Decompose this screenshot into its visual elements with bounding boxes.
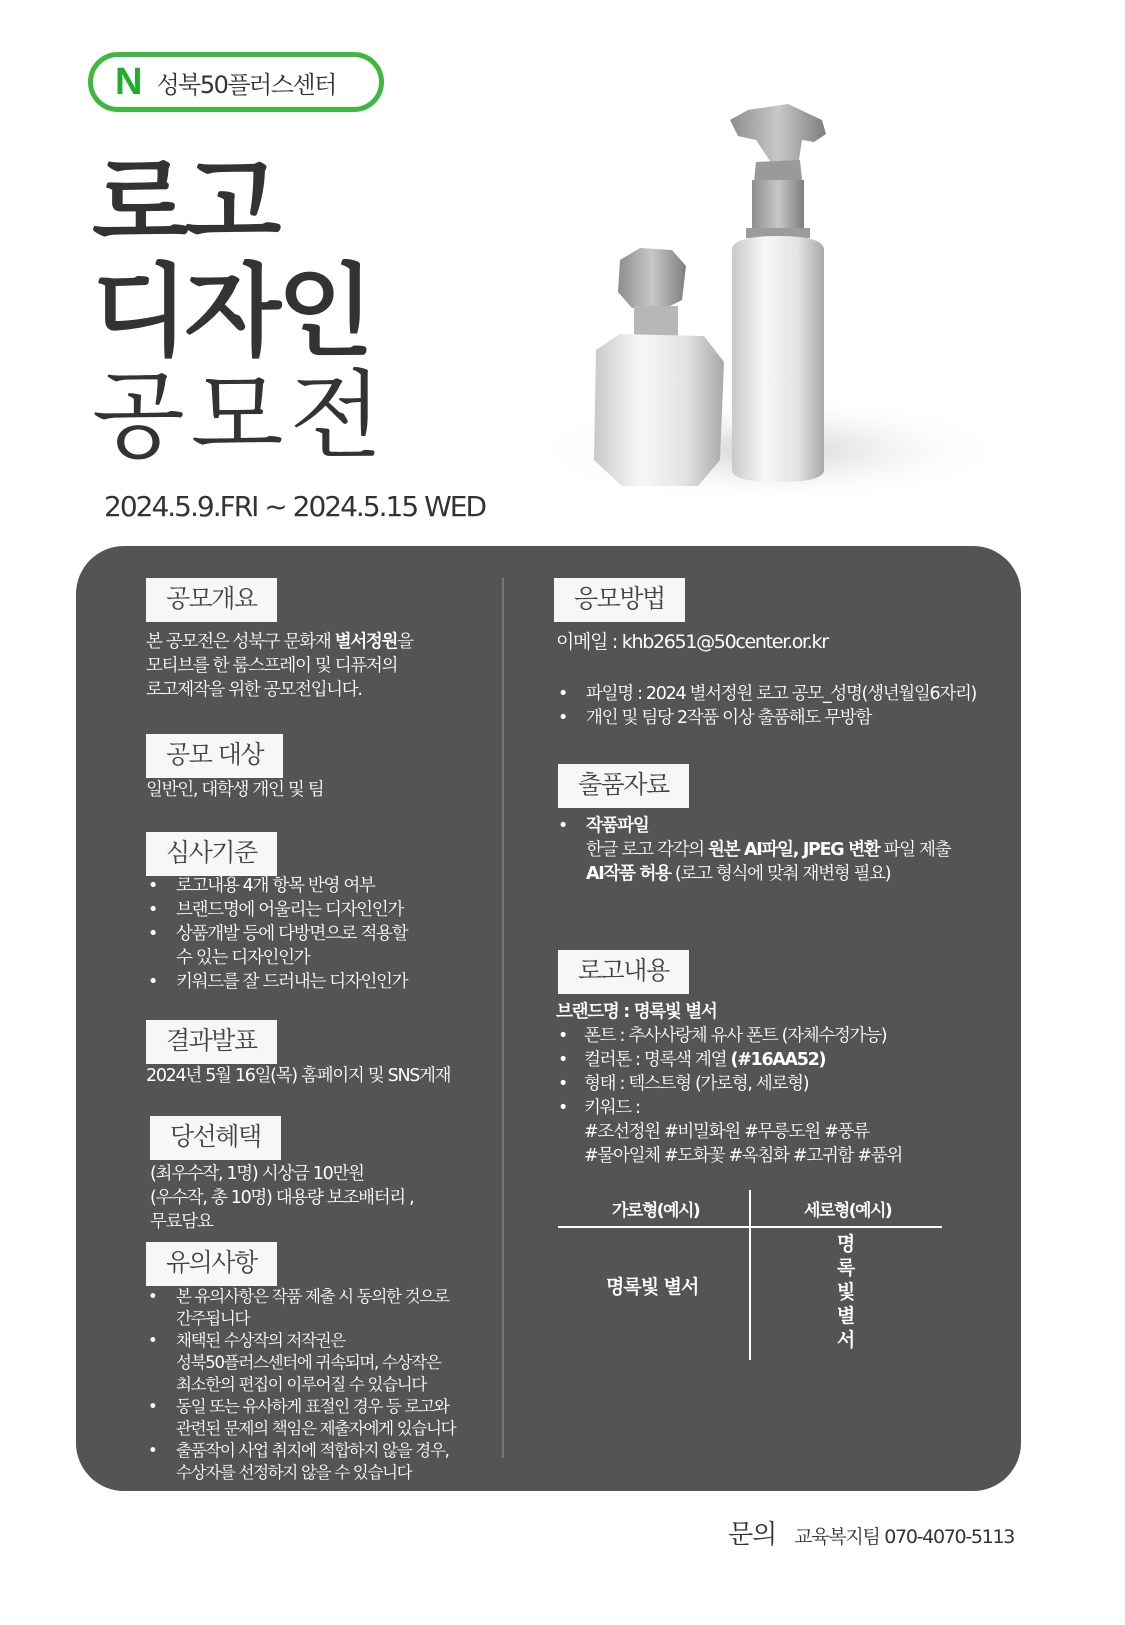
list-item: • 파일명 : 2024 별서정원 로고 공모_성명(생년월일6자리) (556, 682, 976, 706)
content-label: 로고내용 (558, 950, 689, 994)
vertical-logo-sample: 명록빛별서 (836, 1233, 856, 1351)
spray-bottle-illustration (520, 100, 1020, 530)
results-label: 결과발표 (146, 1020, 277, 1064)
materials-line3-a: AI작품 허용 (586, 864, 671, 884)
overview-line3: 로고제작을 위한 공모전입니다. (146, 680, 362, 700)
method-label: 응모방법 (554, 578, 685, 622)
list-item (146, 1286, 455, 1330)
list-item: • 폰트 : 추사사랑체 유사 폰트 (자체수정가능) (556, 1024, 902, 1048)
target-label: 공모 대상 (146, 734, 283, 778)
materials-list (556, 814, 950, 886)
panel-divider (502, 578, 504, 1458)
prize-label: 당선혜택 (150, 1116, 281, 1160)
list-item (556, 1048, 902, 1072)
criteria-label: 심사기준 (146, 832, 277, 876)
note-line: 본 유의사항은 작품 제출 시 동의한 것으로 (176, 1287, 449, 1306)
keyword-label: 키워드 : (584, 1098, 640, 1118)
overview-line1-bold: 별서정원 (334, 632, 398, 652)
materials-line2-a: 한글 로고 각각의 (586, 840, 709, 860)
title-line-2: 디자인 (92, 253, 370, 370)
note-line: 성북50플러스센터에 귀속되며, 수상작은 (176, 1353, 441, 1372)
list-item: • 로고내용 4개 항목 반영 여부 (146, 874, 407, 898)
criteria-item3-line2: 수 있는 디자인인가 (176, 948, 310, 968)
materials-line2-b: 원본 AI파일, JPEG 변환 (708, 840, 880, 860)
overview-text (146, 630, 413, 702)
content-list (556, 1024, 902, 1168)
list-item: • 브랜드명에 어울리는 디자인인가 (146, 898, 407, 922)
title-line-1: 로고 (92, 145, 278, 262)
list-item (556, 1096, 902, 1168)
method-email: 이메일 : khb2651@50center.or.kr (556, 631, 828, 653)
materials-item-title: 작품파일 (586, 816, 649, 836)
list-item: • 개인 및 팀당 2작품 이상 출품해도 무방함 (556, 706, 976, 730)
overview-line1-post: 을 (397, 632, 413, 652)
note-line: 출품작이 사업 취지에 적합하지 않을 경우, (176, 1441, 449, 1460)
contact-info (728, 1514, 1014, 1551)
note-line: 관련된 문제의 책임은 제출자에게 있습니다 (176, 1419, 456, 1438)
target-text: 일반인, 대학생 개인 및 팀 (146, 780, 324, 800)
list-item (146, 1330, 455, 1396)
table-column-divider (749, 1190, 751, 1360)
notes-list (146, 1286, 455, 1484)
prize-line3: 무료담요 (150, 1212, 213, 1232)
contact-label: 문의 (728, 1520, 777, 1550)
criteria-item3-line1: 상품개발 등에 다방면으로 적용할 (176, 924, 408, 944)
list-item (146, 922, 407, 970)
contact-text: 교육복지팀 070-4070-5113 (794, 1526, 1015, 1548)
list-item: • 형태 : 텍스트형 (가로형, 세로형) (556, 1072, 902, 1096)
overview-line2: 모티브를 한 룸스프레이 및 디퓨저의 (146, 656, 398, 676)
logo-example-table (558, 1190, 942, 1360)
notes-label: 유의사항 (146, 1242, 277, 1286)
list-item (146, 1440, 455, 1484)
prize-line2: (우수작, 총 10명) 대용량 보조배터리 , (150, 1188, 414, 1208)
note-line: 간주됩니다 (176, 1309, 250, 1328)
keywords-line1: #조선정원 #비밀화원 #무릉도원 #풍류 (584, 1122, 869, 1142)
materials-line3-b: (로고 형식에 맞춰 재변형 필요) (670, 864, 891, 884)
content-brand: 브랜드명 : 명록빛 별서 (556, 1002, 717, 1022)
vertical-example-header: 세로형(예시) (804, 1201, 892, 1221)
method-list (556, 682, 976, 730)
materials-label: 출품자료 (558, 764, 689, 808)
horizontal-logo-sample: 명록빛 별서 (606, 1276, 699, 1298)
overview-label: 공모개요 (146, 578, 277, 622)
list-item (146, 1396, 455, 1440)
content-color-code: (#16AA52) (730, 1050, 826, 1070)
contest-dates: 2024.5.9.FRI ~ 2024.5.15 WED (104, 490, 486, 523)
criteria-list (146, 874, 407, 994)
note-line: 수상자를 선정하지 않을 수 있습니다 (176, 1463, 412, 1482)
keywords-line2: #물아일체 #도화꽃 #옥침화 #고귀함 #품위 (584, 1146, 902, 1166)
title-line-3: 공모전 (92, 360, 389, 472)
prize-text (150, 1162, 413, 1234)
org-name: 성북50플러스센터 (156, 70, 336, 99)
overview-line1-pre: 본 공모전은 성북구 문화재 (146, 632, 335, 652)
n-logo-icon: N (115, 61, 143, 103)
org-logo-badge (88, 52, 384, 112)
note-line: 동일 또는 유사하게 표절인 경우 등 로고와 (176, 1397, 449, 1416)
prize-line1: (최우수작, 1명) 시상금 10만원 (150, 1164, 364, 1184)
list-item: • 키워드를 잘 드러내는 디자인인가 (146, 970, 407, 994)
results-text: 2024년 5월 16일(목) 홈페이지 및 SNS게재 (146, 1066, 451, 1086)
list-item (556, 814, 950, 886)
materials-line2-c: 파일 제출 (879, 840, 951, 860)
horizontal-example-header: 가로형(예시) (612, 1201, 700, 1221)
note-line: 채택된 수상작의 저작권은 (176, 1331, 345, 1350)
note-line: 최소한의 편집이 이루어질 수 있습니다 (176, 1375, 427, 1394)
content-color-pre: 컬러톤 : 명록색 계열 (584, 1050, 731, 1070)
